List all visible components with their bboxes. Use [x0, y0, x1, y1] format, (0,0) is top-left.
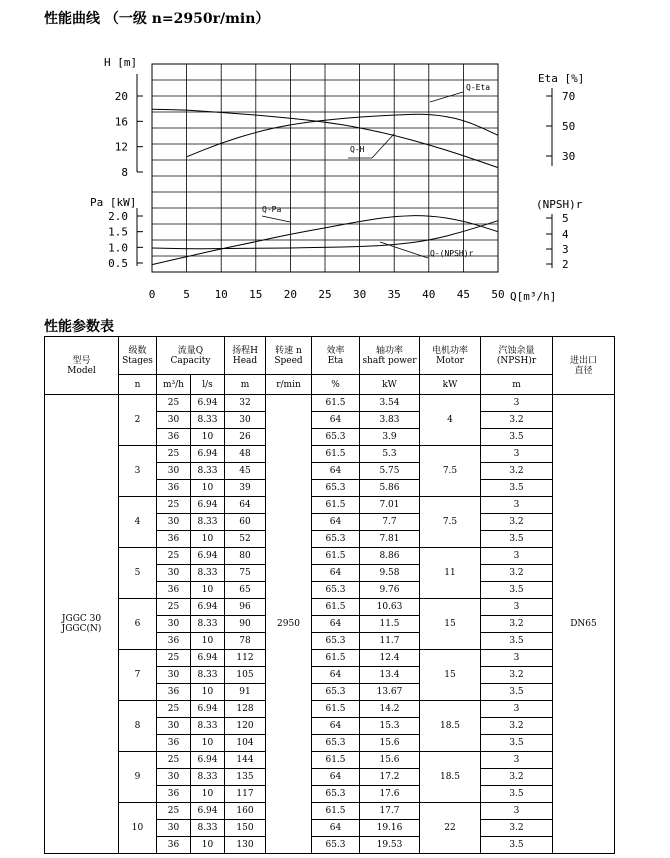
stage-cell: 7	[119, 650, 157, 701]
q-pa-label-leader	[262, 216, 290, 222]
stage-cell: 5	[119, 548, 157, 599]
motor-cell: 7.5	[420, 446, 481, 497]
npsh-cell: 3	[481, 701, 553, 718]
capacity-m3h-cell: 30	[157, 565, 191, 582]
q-h-label-leader2	[372, 134, 394, 158]
capacity-m3h-cell: 25	[157, 548, 191, 565]
motor-cell: 18.5	[420, 701, 481, 752]
header-row	[45, 337, 615, 375]
shaft-power-cell: 9.58	[360, 565, 420, 582]
head-cell: 91	[225, 684, 266, 701]
npsh-cell: 3.5	[481, 480, 553, 497]
eta-cell: 65.3	[312, 480, 360, 497]
shaft-power-cell: 5.75	[360, 463, 420, 480]
eta-cell: 64	[312, 769, 360, 786]
stage-cell: 2	[119, 395, 157, 446]
npsh-cell: 3.2	[481, 616, 553, 633]
eta-cell: 64	[312, 463, 360, 480]
eta-tick-label: 70	[562, 90, 576, 103]
head-cell: 160	[225, 803, 266, 820]
table-row	[45, 395, 615, 412]
pa-axis-label: Pa [kW]	[90, 196, 137, 209]
q-eta-curve	[187, 114, 498, 157]
head-cell: 75	[225, 565, 266, 582]
capacity-ls-cell: 6.94	[191, 395, 225, 412]
shaft-power-cell: 5.3	[360, 446, 420, 463]
npsh-tick-label: 3	[562, 243, 569, 256]
stage-cell: 8	[119, 701, 157, 752]
q-eta-label: Q-Eta	[466, 83, 491, 92]
npsh-cell: 3.5	[481, 735, 553, 752]
npsh-cell: 3.5	[481, 582, 553, 599]
head-cell: 80	[225, 548, 266, 565]
capacity-m3h-cell: 25	[157, 395, 191, 412]
eta-cell: 64	[312, 616, 360, 633]
head-axis-label: H [m]	[104, 56, 138, 69]
capacity-m3h-cell: 36	[157, 429, 191, 446]
eta-cell: 64	[312, 514, 360, 531]
npsh-cell: 3.2	[481, 412, 553, 429]
table-row	[45, 650, 615, 667]
q-pa-label: Q-Pa	[262, 205, 282, 214]
head-cell: 105	[225, 667, 266, 684]
npsh-tick-label: 5	[562, 212, 569, 225]
head-tick-label: 8	[121, 166, 128, 179]
capacity-ls-cell: 8.33	[191, 667, 225, 684]
shaft-power-cell: 17.7	[360, 803, 420, 820]
npsh-cell: 3.5	[481, 786, 553, 803]
npsh-cell: 3	[481, 752, 553, 769]
header-speed: 转速 n Speed	[266, 337, 312, 375]
capacity-m3h-cell: 36	[157, 735, 191, 752]
stage-cell: 6	[119, 599, 157, 650]
capacity-m3h-cell: 25	[157, 497, 191, 514]
capacity-ls-cell: 8.33	[191, 718, 225, 735]
x-tick-label: 20	[283, 288, 298, 301]
stage-cell: 3	[119, 446, 157, 497]
eta-cell: 61.5	[312, 752, 360, 769]
capacity-m3h-cell: 36	[157, 582, 191, 599]
stage-cell: 9	[119, 752, 157, 803]
shaft-power-cell: 14.2	[360, 701, 420, 718]
npsh-cell: 3	[481, 803, 553, 820]
capacity-ls-cell: 6.94	[191, 701, 225, 718]
eta-cell: 64	[312, 667, 360, 684]
npsh-tick-label: 4	[562, 228, 569, 241]
eta-cell: 65.3	[312, 531, 360, 548]
npsh-cell: 3	[481, 650, 553, 667]
capacity-ls-cell: 8.33	[191, 769, 225, 786]
head-cell: 150	[225, 820, 266, 837]
header-model: 型号 Model	[45, 337, 119, 395]
capacity-m3h-cell: 36	[157, 786, 191, 803]
capacity-ls-cell: 8.33	[191, 412, 225, 429]
x-tick-label: 10	[214, 288, 228, 301]
npsh-cell: 3.5	[481, 633, 553, 650]
x-tick-label: 40	[422, 288, 436, 301]
npsh-axis-label: (NPSH)r	[536, 198, 583, 211]
eta-cell: 65.3	[312, 429, 360, 446]
header-motor: 电机功率 Motor	[420, 337, 481, 375]
capacity-ls-cell: 8.33	[191, 463, 225, 480]
q-h-label: Q-H	[350, 145, 365, 154]
head-cell: 112	[225, 650, 266, 667]
head-cell: 64	[225, 497, 266, 514]
unit-cell: m	[481, 375, 553, 395]
head-cell: 96	[225, 599, 266, 616]
eta-cell: 65.3	[312, 786, 360, 803]
capacity-m3h-cell: 25	[157, 701, 191, 718]
stage-cell: 4	[119, 497, 157, 548]
capacity-ls-cell: 8.33	[191, 514, 225, 531]
head-cell: 26	[225, 429, 266, 446]
motor-cell: 4	[420, 395, 481, 446]
unit-cell: r/min	[266, 375, 312, 395]
eta-cell: 65.3	[312, 633, 360, 650]
motor-cell: 7.5	[420, 497, 481, 548]
capacity-m3h-cell: 36	[157, 480, 191, 497]
motor-cell: 22	[420, 803, 481, 854]
npsh-cell: 3.5	[481, 837, 553, 854]
eta-cell: 64	[312, 412, 360, 429]
npsh-cell: 3.2	[481, 565, 553, 582]
npsh-cell: 3.2	[481, 463, 553, 480]
shaft-power-cell: 13.67	[360, 684, 420, 701]
header-capacity: 流量Q Capacity	[157, 337, 225, 375]
shaft-power-cell: 5.86	[360, 480, 420, 497]
model-cell: JGGC 30 JGGC(N)	[45, 395, 119, 854]
capacity-ls-cell: 10	[191, 480, 225, 497]
eta-cell: 65.3	[312, 735, 360, 752]
table-row	[45, 752, 615, 769]
capacity-m3h-cell: 36	[157, 633, 191, 650]
capacity-m3h-cell: 30	[157, 718, 191, 735]
head-cell: 45	[225, 463, 266, 480]
pa-tick-label: 0.5	[108, 257, 128, 270]
head-cell: 90	[225, 616, 266, 633]
head-tick-label: 12	[114, 140, 128, 154]
motor-cell: 15	[420, 650, 481, 701]
header-shaft-power: 轴功率 shaft power	[360, 337, 420, 375]
capacity-ls-cell: 6.94	[191, 548, 225, 565]
eta-cell: 61.5	[312, 395, 360, 412]
table-row	[45, 599, 615, 616]
capacity-ls-cell: 10	[191, 684, 225, 701]
npsh-cell: 3.2	[481, 820, 553, 837]
eta-cell: 61.5	[312, 548, 360, 565]
eta-cell: 64	[312, 820, 360, 837]
x-tick-label: 45	[456, 288, 471, 301]
capacity-ls-cell: 8.33	[191, 820, 225, 837]
capacity-ls-cell: 6.94	[191, 497, 225, 514]
head-cell: 120	[225, 718, 266, 735]
unit-cell: m	[225, 375, 266, 395]
capacity-ls-cell: 6.94	[191, 446, 225, 463]
pa-tick-label: 2.0	[108, 210, 128, 223]
capacity-m3h-cell: 36	[157, 837, 191, 854]
header-npsh: 汽蚀余量 (NPSH)r	[481, 337, 553, 375]
shaft-power-cell: 7.7	[360, 514, 420, 531]
npsh-cell: 3.2	[481, 667, 553, 684]
eta-tick-label: 30	[562, 150, 576, 163]
eta-axis-label: Eta [%]	[538, 72, 585, 85]
capacity-ls-cell: 10	[191, 531, 225, 548]
capacity-m3h-cell: 25	[157, 650, 191, 667]
x-tick-label: 50	[491, 288, 505, 301]
shaft-power-cell: 19.16	[360, 820, 420, 837]
performance-chart	[0, 40, 640, 310]
motor-cell: 18.5	[420, 752, 481, 803]
shaft-power-cell: 15.3	[360, 718, 420, 735]
eta-cell: 64	[312, 718, 360, 735]
unit-row	[45, 375, 615, 395]
header-diameter: 进出口 直径	[553, 337, 615, 395]
head-cell: 32	[225, 395, 266, 412]
shaft-power-cell: 3.83	[360, 412, 420, 429]
header-head: 扬程H Head	[225, 337, 266, 375]
npsh-cell: 3.2	[481, 718, 553, 735]
unit-cell: %	[312, 375, 360, 395]
capacity-ls-cell: 10	[191, 582, 225, 599]
eta-cell: 61.5	[312, 446, 360, 463]
header-stages: 级数 Stages	[119, 337, 157, 375]
capacity-m3h-cell: 25	[157, 752, 191, 769]
table-row	[45, 446, 615, 463]
speed-cell: 2950	[266, 395, 312, 854]
unit-cell: kW	[420, 375, 481, 395]
capacity-ls-cell: 10	[191, 633, 225, 650]
x-tick-label: 5	[183, 288, 190, 301]
npsh-cell: 3	[481, 548, 553, 565]
table-row	[45, 701, 615, 718]
capacity-m3h-cell: 25	[157, 599, 191, 616]
shaft-power-cell: 11.7	[360, 633, 420, 650]
q-npsh-label: Q-(NPSH)r	[430, 249, 474, 258]
eta-cell: 61.5	[312, 497, 360, 514]
shaft-power-cell: 3.54	[360, 395, 420, 412]
shaft-power-cell: 17.2	[360, 769, 420, 786]
head-cell: 117	[225, 786, 266, 803]
shaft-power-cell: 11.5	[360, 616, 420, 633]
spec-table	[44, 336, 615, 854]
eta-cell: 61.5	[312, 650, 360, 667]
unit-cell: kW	[360, 375, 420, 395]
capacity-ls-cell: 10	[191, 786, 225, 803]
npsh-cell: 3.5	[481, 531, 553, 548]
head-cell: 65	[225, 582, 266, 599]
eta-cell: 65.3	[312, 684, 360, 701]
shaft-power-cell: 13.4	[360, 667, 420, 684]
x-tick-label: 25	[318, 288, 332, 301]
shaft-power-cell: 10.63	[360, 599, 420, 616]
npsh-cell: 3.2	[481, 514, 553, 531]
head-cell: 130	[225, 837, 266, 854]
shaft-power-cell: 15.6	[360, 752, 420, 769]
capacity-ls-cell: 6.94	[191, 752, 225, 769]
head-cell: 52	[225, 531, 266, 548]
table-title: 性能参数表	[44, 319, 114, 335]
unit-cell: n	[119, 375, 157, 395]
head-tick-label: 16	[114, 115, 128, 129]
capacity-ls-cell: 6.94	[191, 599, 225, 616]
x-tick-label: 15	[249, 288, 263, 301]
capacity-m3h-cell: 36	[157, 684, 191, 701]
capacity-m3h-cell: 30	[157, 769, 191, 786]
shaft-power-cell: 19.53	[360, 837, 420, 854]
capacity-m3h-cell: 30	[157, 412, 191, 429]
stage-cell: 10	[119, 803, 157, 854]
capacity-ls-cell: 8.33	[191, 616, 225, 633]
eta-tick-label: 50	[562, 120, 576, 133]
eta-cell: 61.5	[312, 599, 360, 616]
eta-cell: 61.5	[312, 701, 360, 718]
capacity-ls-cell: 6.94	[191, 803, 225, 820]
table-row	[45, 803, 615, 820]
npsh-cell: 3.5	[481, 429, 553, 446]
pa-tick-label: 1.5	[108, 225, 128, 239]
head-cell: 60	[225, 514, 266, 531]
chart-title: 性能曲线 （一级 n=2950r/min）	[44, 11, 270, 27]
capacity-m3h-cell: 30	[157, 616, 191, 633]
table-row	[45, 548, 615, 565]
head-cell: 144	[225, 752, 266, 769]
shaft-power-cell: 9.76	[360, 582, 420, 599]
unit-cell: m³/h	[157, 375, 191, 395]
capacity-ls-cell: 8.33	[191, 565, 225, 582]
shaft-power-cell: 7.01	[360, 497, 420, 514]
shaft-power-cell: 12.4	[360, 650, 420, 667]
pa-tick-label: 1.0	[108, 241, 128, 255]
x-tick-label: 0	[148, 288, 156, 301]
capacity-m3h-cell: 30	[157, 667, 191, 684]
capacity-ls-cell: 6.94	[191, 650, 225, 667]
x-axis-label: Q[m³/h]	[510, 290, 557, 303]
capacity-m3h-cell: 25	[157, 446, 191, 463]
eta-cell: 61.5	[312, 803, 360, 820]
shaft-power-cell: 7.81	[360, 531, 420, 548]
npsh-cell: 3.5	[481, 684, 553, 701]
capacity-ls-cell: 10	[191, 429, 225, 446]
capacity-m3h-cell: 30	[157, 820, 191, 837]
capacity-m3h-cell: 30	[157, 463, 191, 480]
npsh-cell: 3.2	[481, 769, 553, 786]
shaft-power-cell: 8.86	[360, 548, 420, 565]
head-cell: 39	[225, 480, 266, 497]
motor-cell: 15	[420, 599, 481, 650]
diameter-cell: DN65	[553, 395, 615, 854]
shaft-power-cell: 15.6	[360, 735, 420, 752]
capacity-ls-cell: 10	[191, 735, 225, 752]
head-cell: 135	[225, 769, 266, 786]
npsh-cell: 3	[481, 599, 553, 616]
unit-cell: l/s	[191, 375, 225, 395]
x-tick-label: 30	[352, 288, 367, 301]
capacity-m3h-cell: 25	[157, 803, 191, 820]
header-eta: 效率 Eta	[312, 337, 360, 375]
capacity-ls-cell: 10	[191, 837, 225, 854]
npsh-cell: 3	[481, 497, 553, 514]
head-cell: 48	[225, 446, 266, 463]
eta-cell: 65.3	[312, 582, 360, 599]
head-cell: 30	[225, 412, 266, 429]
table-row	[45, 497, 615, 514]
head-cell: 104	[225, 735, 266, 752]
capacity-m3h-cell: 30	[157, 514, 191, 531]
head-cell: 78	[225, 633, 266, 650]
npsh-tick-label: 2	[562, 258, 569, 271]
q-eta-label-leader	[430, 92, 463, 102]
shaft-power-cell: 3.9	[360, 429, 420, 446]
eta-cell: 65.3	[312, 837, 360, 854]
x-tick-label: 35	[387, 288, 401, 301]
npsh-cell: 3	[481, 395, 553, 412]
head-tick-label: 20	[114, 90, 128, 103]
shaft-power-cell: 17.6	[360, 786, 420, 803]
head-cell: 128	[225, 701, 266, 718]
eta-cell: 64	[312, 565, 360, 582]
motor-cell: 11	[420, 548, 481, 599]
capacity-m3h-cell: 36	[157, 531, 191, 548]
npsh-cell: 3	[481, 446, 553, 463]
